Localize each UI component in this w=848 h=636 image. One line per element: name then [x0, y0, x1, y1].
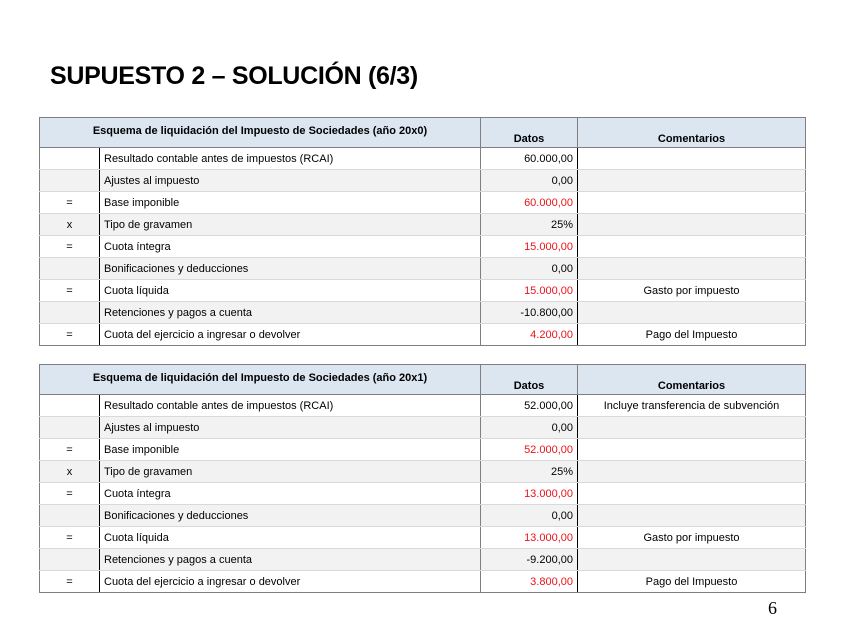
row-comment [578, 192, 806, 214]
row-symbol [40, 395, 100, 417]
column-header-comentarios: Comentarios [578, 365, 806, 395]
row-symbol: = [40, 192, 100, 214]
row-comment [578, 461, 806, 483]
row-value: 60.000,00 [481, 148, 578, 170]
column-header-datos: Datos [481, 365, 578, 395]
row-value: 13.000,00 [481, 527, 578, 549]
row-label: Cuota líquida [100, 527, 481, 549]
row-label: Cuota del ejercicio a ingresar o devolver [100, 324, 481, 346]
row-value: 4.200,00 [481, 324, 578, 346]
row-value: 25% [481, 214, 578, 236]
table-row [40, 214, 806, 236]
row-value: -10.800,00 [481, 302, 578, 324]
row-value: 13.000,00 [481, 483, 578, 505]
row-comment [578, 170, 806, 192]
table-row [40, 527, 806, 549]
row-comment [578, 214, 806, 236]
row-comment: Pago del Impuesto [578, 324, 806, 346]
row-value: 15.000,00 [481, 280, 578, 302]
table-row [40, 439, 806, 461]
row-comment [578, 505, 806, 527]
tax-table-20x1 [39, 364, 806, 593]
row-value: 0,00 [481, 170, 578, 192]
row-value: 0,00 [481, 505, 578, 527]
row-comment: Incluye transferencia de subvención [578, 395, 806, 417]
row-comment [578, 483, 806, 505]
row-label: Retenciones y pagos a cuenta [100, 549, 481, 571]
row-label: Bonificaciones y deducciones [100, 505, 481, 527]
row-comment: Pago del Impuesto [578, 571, 806, 593]
row-value: 0,00 [481, 258, 578, 280]
table-row [40, 417, 806, 439]
row-symbol: = [40, 280, 100, 302]
row-symbol [40, 417, 100, 439]
row-label: Bonificaciones y deducciones [100, 258, 481, 280]
row-value: 60.000,00 [481, 192, 578, 214]
row-label: Resultado contable antes de impuestos (RCAI) [100, 148, 481, 170]
row-symbol [40, 302, 100, 324]
table-row [40, 483, 806, 505]
row-comment [578, 258, 806, 280]
table-row [40, 280, 806, 302]
row-label: Ajustes al impuesto [100, 417, 481, 439]
row-symbol [40, 549, 100, 571]
row-label: Tipo de gravamen [100, 214, 481, 236]
row-label: Ajustes al impuesto [100, 170, 481, 192]
row-label: Resultado contable antes de impuestos (RCAI) [100, 395, 481, 417]
table-row [40, 395, 806, 417]
table-row [40, 549, 806, 571]
table-header-title: Esquema de liquidación del Impuesto de Sociedades (año 20x1) [40, 365, 481, 395]
row-comment [578, 302, 806, 324]
row-symbol [40, 505, 100, 527]
row-symbol [40, 148, 100, 170]
row-symbol: = [40, 483, 100, 505]
row-label: Base imponible [100, 439, 481, 461]
page-number: 6 [768, 598, 777, 618]
table-row [40, 461, 806, 483]
row-symbol: x [40, 214, 100, 236]
row-symbol: = [40, 571, 100, 593]
row-label: Cuota íntegra [100, 483, 481, 505]
row-value: 52.000,00 [481, 439, 578, 461]
row-value: 15.000,00 [481, 236, 578, 258]
row-symbol: = [40, 236, 100, 258]
tax-table-20x0 [39, 117, 806, 346]
table-row [40, 302, 806, 324]
table-row [40, 236, 806, 258]
row-label: Base imponible [100, 192, 481, 214]
row-label: Tipo de gravamen [100, 461, 481, 483]
row-value: 52.000,00 [481, 395, 578, 417]
table-row [40, 258, 806, 280]
row-comment: Gasto por impuesto [578, 280, 806, 302]
row-comment: Gasto por impuesto [578, 527, 806, 549]
row-symbol: = [40, 439, 100, 461]
table-header-title: Esquema de liquidación del Impuesto de Sociedades (año 20x0) [40, 118, 481, 148]
column-header-comentarios: Comentarios [578, 118, 806, 148]
row-label: Cuota del ejercicio a ingresar o devolver [100, 571, 481, 593]
row-symbol [40, 170, 100, 192]
row-label: Retenciones y pagos a cuenta [100, 302, 481, 324]
table-row [40, 192, 806, 214]
table-row [40, 170, 806, 192]
page-title: SUPUESTO 2 – SOLUCIÓN (6/3) [50, 62, 418, 90]
row-value: 0,00 [481, 417, 578, 439]
row-symbol [40, 258, 100, 280]
row-label: Cuota íntegra [100, 236, 481, 258]
column-header-datos: Datos [481, 118, 578, 148]
row-comment [578, 549, 806, 571]
row-symbol: x [40, 461, 100, 483]
row-comment [578, 148, 806, 170]
row-comment [578, 236, 806, 258]
row-comment [578, 417, 806, 439]
row-label: Cuota líquida [100, 280, 481, 302]
row-symbol: = [40, 324, 100, 346]
table-row [40, 571, 806, 593]
row-symbol: = [40, 527, 100, 549]
row-comment [578, 439, 806, 461]
row-value: 3.800,00 [481, 571, 578, 593]
table-row [40, 505, 806, 527]
row-value: -9.200,00 [481, 549, 578, 571]
row-value: 25% [481, 461, 578, 483]
table-row [40, 148, 806, 170]
table-row [40, 324, 806, 346]
